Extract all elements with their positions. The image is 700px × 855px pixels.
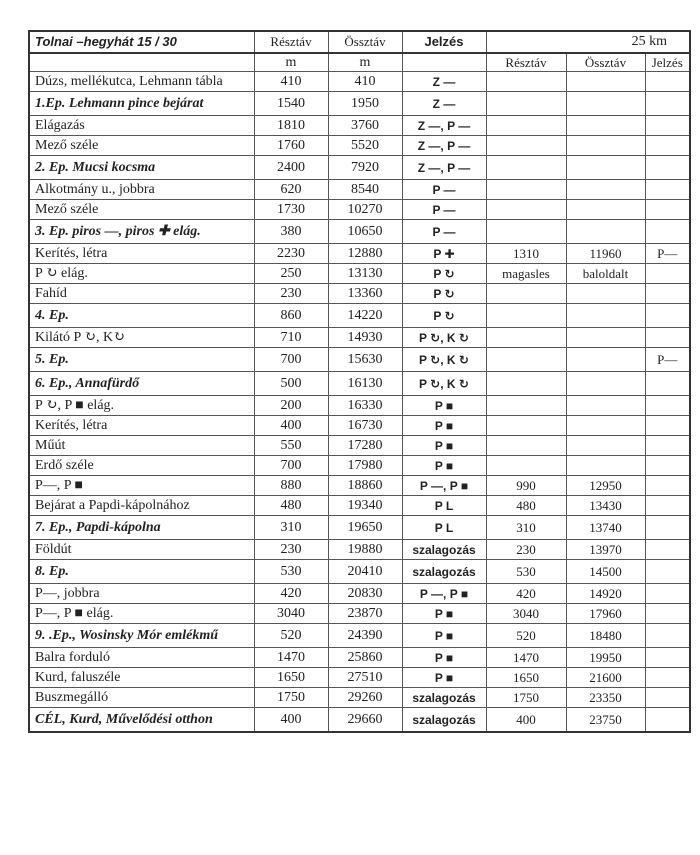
table-row	[29, 476, 690, 496]
alt-jelzes-cell	[645, 496, 690, 516]
jelzes-cell: Z —	[402, 72, 486, 92]
table-row	[29, 708, 690, 733]
header-row	[29, 31, 690, 53]
alt-resztav-cell	[486, 200, 566, 220]
ossztav-cell: 5520	[328, 136, 402, 156]
resztav-cell: 480	[254, 496, 328, 516]
sub-header-resztav: Résztáv	[486, 53, 566, 72]
resztav-cell: 400	[254, 416, 328, 436]
alt-resztav-cell	[486, 372, 566, 396]
header-resztav: Résztáv	[254, 31, 328, 53]
alt-ossztav-cell: 23350	[566, 688, 645, 708]
location-cell: 6. Ep., Annafürdő	[29, 372, 254, 396]
table-row	[29, 496, 690, 516]
alt-resztav-cell: 310	[486, 516, 566, 540]
location-cell: Földút	[29, 540, 254, 560]
alt-resztav-cell: 1750	[486, 688, 566, 708]
ossztav-cell: 12880	[328, 244, 402, 264]
location-cell: Elágazás	[29, 116, 254, 136]
alt-ossztav-cell	[566, 116, 645, 136]
location-cell: Balra forduló	[29, 648, 254, 668]
header-jelzes: Jelzés	[402, 31, 486, 53]
table-row	[29, 220, 690, 244]
alt-resztav-cell: 1650	[486, 668, 566, 688]
jelzes-cell: P ■	[402, 416, 486, 436]
jelzes-cell: Z —	[402, 92, 486, 116]
resztav-cell: 530	[254, 560, 328, 584]
table-row	[29, 456, 690, 476]
alt-resztav-cell	[486, 304, 566, 328]
alt-ossztav-cell	[566, 180, 645, 200]
location-cell: P—, P ■	[29, 476, 254, 496]
alt-jelzes-cell	[645, 200, 690, 220]
ossztav-cell: 29660	[328, 708, 402, 733]
route-table	[28, 30, 691, 733]
alt-resztav-cell: 1470	[486, 648, 566, 668]
ossztav-cell: 23870	[328, 604, 402, 624]
ossztav-cell: 20830	[328, 584, 402, 604]
resztav-cell: 1540	[254, 92, 328, 116]
resztav-cell: 1810	[254, 116, 328, 136]
resztav-cell: 410	[254, 72, 328, 92]
alt-ossztav-cell: 17960	[566, 604, 645, 624]
table-row	[29, 372, 690, 396]
location-cell: P—, jobbra	[29, 584, 254, 604]
alt-jelzes-cell	[645, 584, 690, 604]
alt-resztav-cell	[486, 220, 566, 244]
alt-jelzes-cell	[645, 284, 690, 304]
alt-jelzes-cell	[645, 372, 690, 396]
table-row	[29, 264, 690, 284]
resztav-cell: 400	[254, 708, 328, 733]
alt-resztav-cell: 1310	[486, 244, 566, 264]
table-row	[29, 516, 690, 540]
alt-jelzes-cell	[645, 456, 690, 476]
ossztav-cell: 13360	[328, 284, 402, 304]
alt-jelzes-cell	[645, 304, 690, 328]
alt-ossztav-cell: baloldalt	[566, 264, 645, 284]
alt-ossztav-cell: 21600	[566, 668, 645, 688]
jelzes-cell: P —, P ■	[402, 584, 486, 604]
resztav-cell: 700	[254, 348, 328, 372]
alt-jelzes-cell	[645, 476, 690, 496]
jelzes-cell: P ■	[402, 456, 486, 476]
ossztav-cell: 20410	[328, 560, 402, 584]
table-row	[29, 540, 690, 560]
jelzes-cell: P ■	[402, 624, 486, 648]
alt-jelzes-cell	[645, 688, 690, 708]
alt-resztav-cell	[486, 348, 566, 372]
location-cell: Kilátó P ↻, K↻	[29, 328, 254, 348]
resztav-cell: 880	[254, 476, 328, 496]
table-row	[29, 396, 690, 416]
alt-ossztav-cell: 18480	[566, 624, 645, 648]
location-cell: Buszmegálló	[29, 688, 254, 708]
location-cell: 7. Ep., Papdi-kápolna	[29, 516, 254, 540]
ossztav-cell: 1950	[328, 92, 402, 116]
jelzes-cell: P ↻, K ↻	[402, 328, 486, 348]
alt-jelzes-cell	[645, 668, 690, 688]
resztav-cell: 1760	[254, 136, 328, 156]
ossztav-cell: 25860	[328, 648, 402, 668]
location-cell: Mező széle	[29, 200, 254, 220]
location-cell: 4. Ep.	[29, 304, 254, 328]
header-ossztav: Össztáv	[328, 31, 402, 53]
alt-jelzes-cell	[645, 436, 690, 456]
ossztav-cell: 10650	[328, 220, 402, 244]
table-row	[29, 244, 690, 264]
resztav-cell: 550	[254, 436, 328, 456]
location-cell: Fahíd	[29, 284, 254, 304]
jelzes-cell: P ■	[402, 436, 486, 456]
table-row	[29, 348, 690, 372]
table-row	[29, 436, 690, 456]
table-row	[29, 688, 690, 708]
resztav-cell: 700	[254, 456, 328, 476]
ossztav-cell: 16330	[328, 396, 402, 416]
location-cell: Alkotmány u., jobbra	[29, 180, 254, 200]
alt-jelzes-cell	[645, 516, 690, 540]
alt-jelzes-cell	[645, 416, 690, 436]
jelzes-cell: P L	[402, 516, 486, 540]
alt-jelzes-cell	[645, 624, 690, 648]
alt-ossztav-cell	[566, 328, 645, 348]
jelzes-cell: P ■	[402, 604, 486, 624]
resztav-cell: 1650	[254, 668, 328, 688]
alt-jelzes-cell	[645, 396, 690, 416]
alt-ossztav-cell: 23750	[566, 708, 645, 733]
location-cell: 1.Ep. Lehmann pince bejárat	[29, 92, 254, 116]
jelzes-cell: P ✚	[402, 244, 486, 264]
jelzes-cell: P L	[402, 496, 486, 516]
alt-resztav-cell	[486, 92, 566, 116]
ossztav-cell: 10270	[328, 200, 402, 220]
sub-header-ossztav: Össztáv	[566, 53, 645, 72]
ossztav-cell: 410	[328, 72, 402, 92]
table-row	[29, 624, 690, 648]
resztav-cell: 500	[254, 372, 328, 396]
jelzes-cell: P ■	[402, 648, 486, 668]
ossztav-cell: 14930	[328, 328, 402, 348]
ossztav-cell: 29260	[328, 688, 402, 708]
alt-ossztav-cell: 13740	[566, 516, 645, 540]
ossztav-cell: 16130	[328, 372, 402, 396]
table-row	[29, 116, 690, 136]
jelzes-cell: szalagozás	[402, 540, 486, 560]
ossztav-cell: 17280	[328, 436, 402, 456]
resztav-cell: 200	[254, 396, 328, 416]
alt-ossztav-cell: 13970	[566, 540, 645, 560]
unit-ossztav: m	[328, 53, 402, 72]
ossztav-cell: 18860	[328, 476, 402, 496]
alt-resztav-cell: 480	[486, 496, 566, 516]
location-cell: Erdő széle	[29, 456, 254, 476]
resztav-cell: 310	[254, 516, 328, 540]
alt-resztav-cell	[486, 72, 566, 92]
alt-ossztav-cell	[566, 220, 645, 244]
sub-header-jelzes: Jelzés	[645, 53, 690, 72]
location-cell: Kerítés, létra	[29, 416, 254, 436]
alt-resztav-cell	[486, 436, 566, 456]
alt-ossztav-cell	[566, 396, 645, 416]
table-row	[29, 200, 690, 220]
resztav-cell: 1750	[254, 688, 328, 708]
jelzes-cell: P ↻	[402, 284, 486, 304]
alt-resztav-cell: 230	[486, 540, 566, 560]
location-cell: 2. Ep. Mucsi kocsma	[29, 156, 254, 180]
location-cell: Kerítés, létra	[29, 244, 254, 264]
resztav-cell: 520	[254, 624, 328, 648]
alt-ossztav-cell	[566, 372, 645, 396]
ossztav-cell: 16730	[328, 416, 402, 436]
alt-resztav-cell	[486, 284, 566, 304]
alt-ossztav-cell: 14500	[566, 560, 645, 584]
ossztav-cell: 3760	[328, 116, 402, 136]
location-cell: 8. Ep.	[29, 560, 254, 584]
jelzes-cell: Z —, P —	[402, 156, 486, 180]
alt-resztav-cell: magasles	[486, 264, 566, 284]
jelzes-cell: szalagozás	[402, 708, 486, 733]
alt-resztav-cell	[486, 180, 566, 200]
ossztav-cell: 19880	[328, 540, 402, 560]
resztav-cell: 3040	[254, 604, 328, 624]
table-row	[29, 416, 690, 436]
alt-jelzes-cell: P—	[645, 348, 690, 372]
jelzes-cell: Z —, P —	[402, 116, 486, 136]
alt-resztav-cell	[486, 396, 566, 416]
alt-ossztav-cell: 13430	[566, 496, 645, 516]
alt-resztav-cell	[486, 328, 566, 348]
table-row	[29, 284, 690, 304]
resztav-cell: 230	[254, 540, 328, 560]
alt-jelzes-cell	[645, 328, 690, 348]
jelzes-cell: P —	[402, 200, 486, 220]
resztav-cell: 230	[254, 284, 328, 304]
resztav-cell: 420	[254, 584, 328, 604]
jelzes-cell: P ↻, K ↻	[402, 348, 486, 372]
table-row	[29, 92, 690, 116]
jelzes-cell: P ↻, K ↻	[402, 372, 486, 396]
ossztav-cell: 19650	[328, 516, 402, 540]
alt-jelzes-cell	[645, 708, 690, 733]
resztav-cell: 620	[254, 180, 328, 200]
jelzes-cell: P ↻	[402, 264, 486, 284]
alt-jelzes-cell	[645, 264, 690, 284]
alt-ossztav-cell	[566, 348, 645, 372]
ossztav-cell: 27510	[328, 668, 402, 688]
alt-resztav-cell: 400	[486, 708, 566, 733]
resztav-cell: 710	[254, 328, 328, 348]
resztav-cell: 2230	[254, 244, 328, 264]
alt-ossztav-cell	[566, 72, 645, 92]
ossztav-cell: 24390	[328, 624, 402, 648]
unit-row	[29, 53, 690, 72]
jelzes-cell: Z —, P —	[402, 136, 486, 156]
location-cell: Mező széle	[29, 136, 254, 156]
table-row	[29, 136, 690, 156]
table-row	[29, 648, 690, 668]
alt-jelzes-cell	[645, 92, 690, 116]
alt-resztav-cell	[486, 136, 566, 156]
unit-jelzes-blank	[402, 53, 486, 72]
alt-jelzes-cell	[645, 648, 690, 668]
alt-resztav-cell: 990	[486, 476, 566, 496]
ossztav-cell: 7920	[328, 156, 402, 180]
resztav-cell: 250	[254, 264, 328, 284]
table-row	[29, 180, 690, 200]
location-cell: 9. .Ep., Wosinsky Mór emlékmű	[29, 624, 254, 648]
resztav-cell: 1470	[254, 648, 328, 668]
table-row	[29, 72, 690, 92]
alt-jelzes-cell	[645, 180, 690, 200]
unit-resztav: m	[254, 53, 328, 72]
alt-ossztav-cell	[566, 156, 645, 180]
alt-ossztav-cell	[566, 136, 645, 156]
jelzes-cell: P —	[402, 180, 486, 200]
alt-jelzes-cell	[645, 116, 690, 136]
alt-ossztav-cell	[566, 304, 645, 328]
resztav-cell: 2400	[254, 156, 328, 180]
table-row	[29, 328, 690, 348]
alt-jelzes-cell	[645, 72, 690, 92]
header-total-km: 25 km	[486, 31, 690, 53]
alt-jelzes-cell	[645, 220, 690, 244]
alt-ossztav-cell	[566, 92, 645, 116]
ossztav-cell: 15630	[328, 348, 402, 372]
table-title: Tolnai –hegyhát 15 / 30	[29, 31, 254, 53]
location-cell: Kurd, faluszéle	[29, 668, 254, 688]
jelzes-cell: P —	[402, 220, 486, 244]
alt-jelzes-cell	[645, 560, 690, 584]
alt-ossztav-cell: 14920	[566, 584, 645, 604]
alt-resztav-cell: 520	[486, 624, 566, 648]
ossztav-cell: 19340	[328, 496, 402, 516]
alt-ossztav-cell	[566, 284, 645, 304]
location-cell: 5. Ep.	[29, 348, 254, 372]
alt-resztav-cell	[486, 456, 566, 476]
alt-resztav-cell	[486, 116, 566, 136]
jelzes-cell: P —, P ■	[402, 476, 486, 496]
resztav-cell: 380	[254, 220, 328, 244]
alt-resztav-cell: 530	[486, 560, 566, 584]
unit-blank	[29, 53, 254, 72]
location-cell: Bejárat a Papdi-kápolnához	[29, 496, 254, 516]
alt-resztav-cell	[486, 416, 566, 436]
jelzes-cell: P ■	[402, 668, 486, 688]
location-cell: P—, P ■ elág.	[29, 604, 254, 624]
alt-ossztav-cell: 11960	[566, 244, 645, 264]
alt-ossztav-cell	[566, 416, 645, 436]
alt-ossztav-cell: 12950	[566, 476, 645, 496]
alt-ossztav-cell	[566, 436, 645, 456]
location-cell: 3. Ep. piros —, piros ✚ elág.	[29, 220, 254, 244]
table-row	[29, 604, 690, 624]
resztav-cell: 860	[254, 304, 328, 328]
alt-resztav-cell: 420	[486, 584, 566, 604]
alt-jelzes-cell	[645, 540, 690, 560]
ossztav-cell: 8540	[328, 180, 402, 200]
table-row	[29, 156, 690, 180]
jelzes-cell: szalagozás	[402, 688, 486, 708]
resztav-cell: 1730	[254, 200, 328, 220]
location-cell: Műút	[29, 436, 254, 456]
location-cell: CÉL, Kurd, Művelődési otthon	[29, 708, 254, 733]
table-row	[29, 304, 690, 328]
location-cell: Dúzs, mellékutca, Lehmann tábla	[29, 72, 254, 92]
ossztav-cell: 17980	[328, 456, 402, 476]
alt-jelzes-cell	[645, 604, 690, 624]
ossztav-cell: 14220	[328, 304, 402, 328]
ossztav-cell: 13130	[328, 264, 402, 284]
alt-jelzes-cell	[645, 136, 690, 156]
alt-ossztav-cell	[566, 200, 645, 220]
alt-ossztav-cell: 19950	[566, 648, 645, 668]
location-cell: P ↻, P ■ elág.	[29, 396, 254, 416]
jelzes-cell: szalagozás	[402, 560, 486, 584]
alt-resztav-cell	[486, 156, 566, 180]
alt-jelzes-cell	[645, 156, 690, 180]
table-row	[29, 560, 690, 584]
jelzes-cell: P ■	[402, 396, 486, 416]
jelzes-cell: P ↻	[402, 304, 486, 328]
alt-resztav-cell: 3040	[486, 604, 566, 624]
alt-jelzes-cell: P—	[645, 244, 690, 264]
location-cell: P ↻ elág.	[29, 264, 254, 284]
alt-ossztav-cell	[566, 456, 645, 476]
table-row	[29, 668, 690, 688]
table-row	[29, 584, 690, 604]
